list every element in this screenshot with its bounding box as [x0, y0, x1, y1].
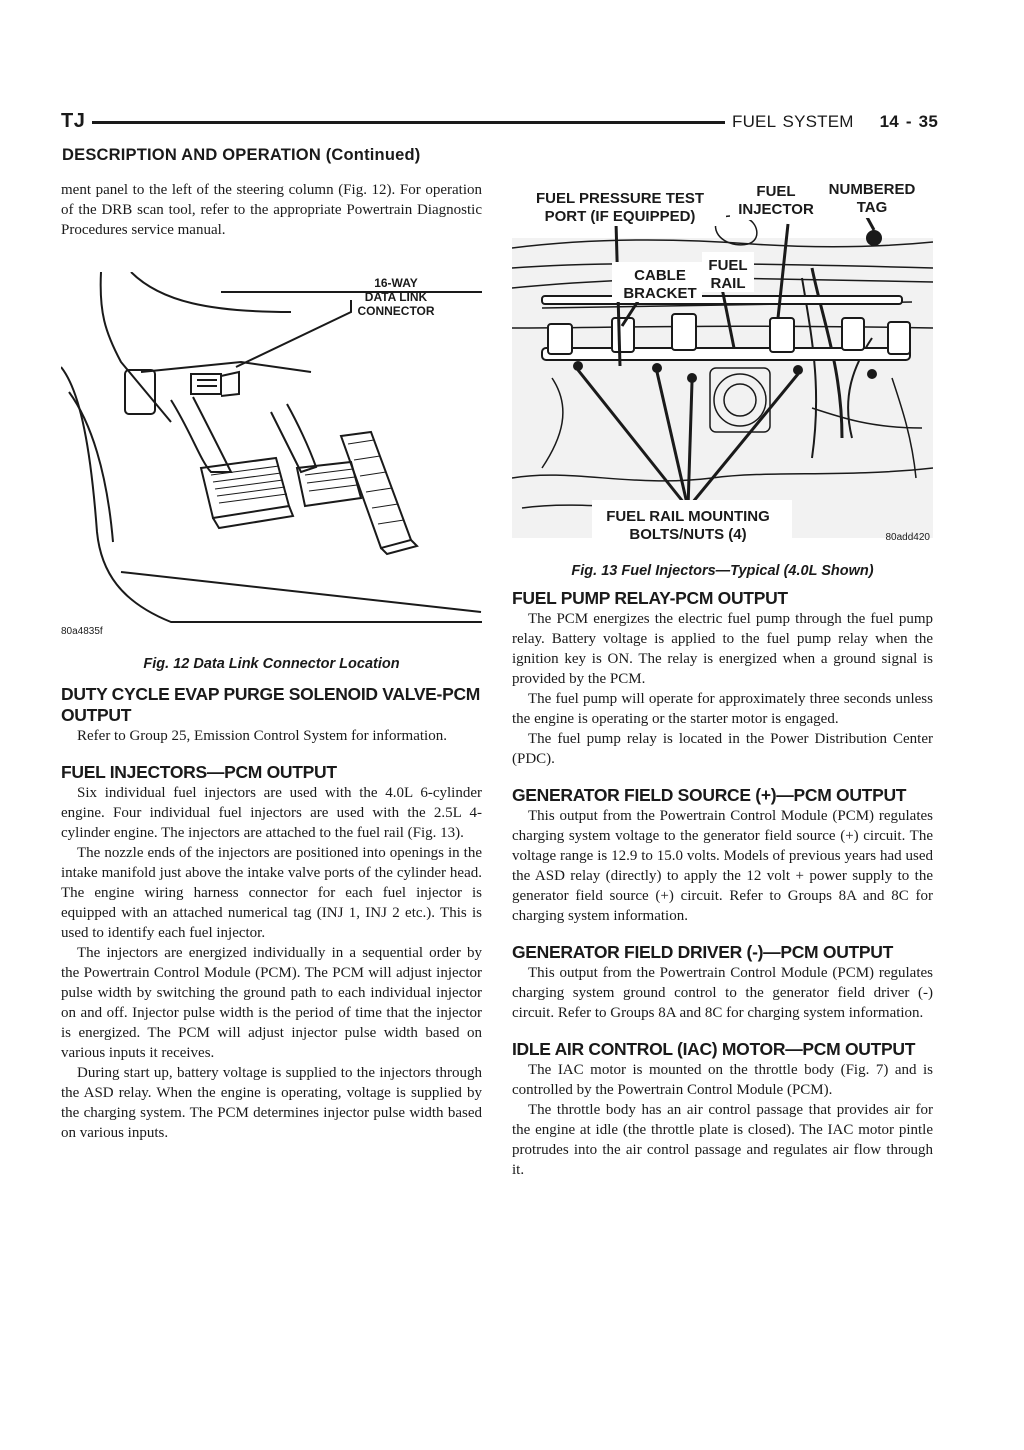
fig13-cable-bracket-line-1: CABLE: [634, 267, 686, 284]
section-name: FUEL SYSTEM: [732, 112, 854, 131]
fig13-numbered-tag-line-1: NUMBERED: [828, 181, 916, 198]
page-number: 14 - 35: [879, 112, 938, 131]
fig13-pressure-port-line-2: PORT (IF EQUIPPED): [544, 208, 696, 225]
paragraph-fuel-pump-relay-3: The fuel pump relay is located in the Power Distribution Center (PDC).: [512, 731, 933, 767]
fig13-cable-bracket-line-2: BRACKET: [623, 285, 697, 302]
paragraph-injectors-4: During start up, battery voltage is supplied to the injectors through the ASD relay. When the engine is operating, voltage is supplied by the charging system. The PCM determines injector pulse width based on various inputs.: [61, 1065, 482, 1141]
heading-evap-purge: DUTY CYCLE EVAP PURGE SOLENOID VALVE-PCM OUTPUT: [61, 684, 481, 725]
page-section-title: DESCRIPTION AND OPERATION (Continued): [62, 146, 421, 164]
paragraph-injectors-3: The injectors are energized individually in a sequential order by the Powertrain Control Module (PCM). The PCM will adjust injector pulse width by switching the ground path to each individual injector on and off. Injector pulse width is the period of time that the injector is energized. The PCM will adjust injector pulse width based on various inputs it receives.: [61, 945, 482, 1061]
manual-model-code: TJ: [61, 110, 86, 132]
right-column-sections: [512, 588, 933, 1180]
paragraph-fuel-pump-relay-1: The PCM energizes the electric fuel pump through the fuel pump relay. Battery voltage is applied to the fuel pump relay when the ignition key is ON. The relay is energized when a ground signal is provided by the PCM.: [512, 611, 933, 687]
fig13-fuel-injector-line-2: INJECTOR: [738, 201, 814, 218]
left-column-sections: [61, 684, 482, 1143]
paragraph-evap-purge: Refer to Group 25, Emission Control System for information.: [77, 728, 447, 744]
figure-13-caption: Fig. 13 Fuel Injectors—Typical (4.0L Shown): [571, 563, 874, 579]
figure-12-data-link-connector: [61, 272, 482, 644]
figure-12-caption: Fig. 12 Data Link Connector Location: [143, 656, 400, 672]
paragraph-fuel-pump-relay-2: The fuel pump will operate for approximately three seconds unless the engine is operating or the starter motor is engaged.: [512, 691, 933, 727]
fig12-code: 80a4835f: [61, 626, 103, 637]
paragraph-idle-air-control-1: The IAC motor is mounted on the throttle body (Fig. 7) and is controlled by the Powertrain Control Module (PCM).: [512, 1062, 933, 1098]
fig12-label-line-3: CONNECTOR: [357, 304, 435, 318]
fig12-label-line-1: 16-WAY: [374, 276, 418, 290]
paragraph-idle-air-control-2: The throttle body has an air control passage that provides air for the engine at idle (the throttle plate is closed). The IAC motor pintle protrudes into the air control passage and regulates air flow through it.: [512, 1102, 933, 1178]
heading-fuel-pump-relay: FUEL PUMP RELAY-PCM OUTPUT: [512, 588, 788, 608]
heading-generator-field-driver: GENERATOR FIELD DRIVER (-)—PCM OUTPUT: [512, 942, 894, 962]
paragraph-injectors-2: The nozzle ends of the injectors are positioned into openings in the intake manifold just above the intake valve ports of the cylinder head. The engine wiring harness connector for each fuel injector is equipped with an attached numerical tag (INJ 1, INJ 2 etc.). This is used to identify each fuel injector.: [61, 845, 482, 941]
fig13-fuel-rail-line-2: RAIL: [710, 275, 746, 292]
fig13-code: 80add420: [885, 532, 930, 543]
paragraph-generator-field-driver: This output from the Powertrain Control Module (PCM) regulates charging system ground control to the generator field driver (-) circuit. Refer to Groups 8A and 8C for charging system information.: [512, 965, 933, 1021]
running-header: [732, 112, 938, 132]
heading-idle-air-control: IDLE AIR CONTROL (IAC) MOTOR—PCM OUTPUT: [512, 1039, 916, 1059]
data-link-connector-illustration: [61, 272, 482, 644]
heading-fuel-injectors: FUEL INJECTORS—PCM OUTPUT: [61, 762, 337, 782]
fig13-mounting-bolts-line-2: BOLTS/NUTS (4): [629, 526, 747, 543]
fig13-pressure-port-line-1: FUEL PRESSURE TEST: [535, 190, 705, 207]
paragraph-injectors-1: Six individual fuel injectors are used with the 4.0L 6-cylinder engine. Four individual fuel injectors are used with the 2.5L 4-cylinder engine. The injectors are attached to the fuel rail (Fig. 13).: [61, 785, 482, 841]
fig13-fuel-injector-line-1: FUEL: [756, 183, 796, 200]
heading-generator-field-source: GENERATOR FIELD SOURCE (+)—PCM OUTPUT: [512, 785, 907, 805]
fig12-label-line-2: DATA LINK: [364, 290, 428, 304]
fig13-mounting-bolts-line-1: FUEL RAIL MOUNTING: [606, 508, 770, 525]
fuel-injectors-illustration: [512, 178, 933, 550]
paragraph-generator-field-source: This output from the Powertrain Control Module (PCM) regulates charging system voltage to the generator field source (+) circuit. The voltage range is 12.9 to 15.0 volts. Models of previous years had used the ASD relay (directly) to apply the 12 volt + power supply to the generator field source (+) circuit. Refer to Groups 8A and 8C for charging system information.: [512, 808, 933, 924]
header-rule: [92, 121, 725, 124]
fig13-fuel-rail-line-1: FUEL: [708, 257, 748, 274]
intro-paragraph: ment panel to the left of the steering column (Fig. 12). For operation of the DRB scan tool, refer to the appropriate Powertrain Diagnostic Procedures service manual.: [61, 182, 482, 238]
left-column-intro: [61, 180, 482, 240]
figure-13-fuel-injectors: [512, 178, 933, 550]
fig13-numbered-tag-line-2: TAG: [856, 199, 888, 216]
